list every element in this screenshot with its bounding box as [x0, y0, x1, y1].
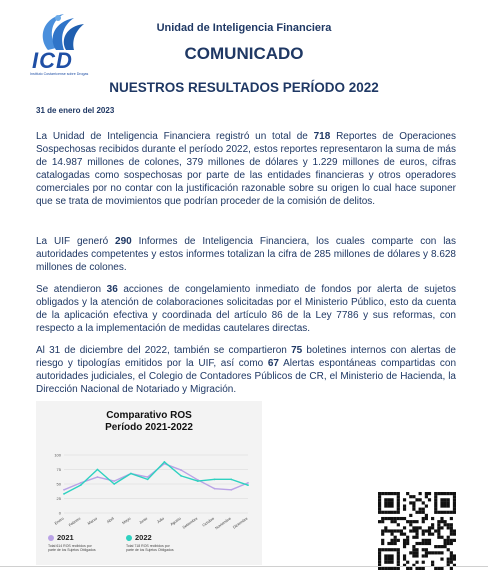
x-tick-label: Febrero [68, 516, 82, 528]
series-line-2021 [64, 464, 248, 490]
series-point-2021 [63, 489, 65, 491]
series-point-2021 [247, 482, 249, 484]
legend-dot-2022 [126, 535, 132, 541]
series-point-2022 [214, 478, 216, 480]
series-point-2022 [180, 475, 182, 477]
series-point-2021 [97, 476, 99, 478]
x-tick-label: Marzo [87, 516, 99, 526]
x-tick-label: Enero [53, 516, 65, 526]
legend-2021 [48, 533, 74, 542]
p4-figure-a: 75 [291, 345, 303, 356]
series-point-2022 [197, 480, 199, 482]
p4-text-a: Al 31 de diciembre del 2022, también se compartieron [36, 345, 292, 356]
series-point-2021 [147, 476, 149, 478]
page-subtitle: NUESTROS RESULTADOS PERÍODO 2022 [109, 80, 379, 95]
p2-figure: 290 [115, 236, 132, 247]
y-tick-label: 25 [56, 496, 61, 501]
series-point-2021 [180, 469, 182, 471]
chart-title-line-2: Período 2021-2022 [105, 422, 193, 433]
p2-text-a: La UIF generó [36, 236, 116, 247]
series-point-2022 [147, 478, 149, 480]
x-tick-label: Agosto [169, 516, 182, 527]
series-point-2022 [230, 478, 232, 480]
organization-name: Unidad de Inteligencia Financiera [156, 22, 332, 34]
series-point-2021 [80, 482, 82, 484]
x-tick-label: Abril [106, 516, 115, 525]
y-tick-label: 75 [56, 467, 61, 472]
series-point-2022 [247, 484, 249, 486]
paragraph-ros [36, 130, 456, 208]
series-point-2022 [113, 483, 115, 485]
legend-label-2022: 2022 [135, 533, 152, 542]
p1-text-a: La Unidad de Inteligencia Financiera registró un total de [36, 131, 314, 142]
page-bottom-divider [0, 566, 488, 567]
series-point-2022 [97, 469, 99, 471]
paragraph-informes [36, 235, 456, 274]
p2-text-b: Informes de Inteligencia Financiera, los cuales comparte con las autoridades competentes y estos informes totalizan la cifra de 285 millones de dólares y 8.628 millones de colones. [36, 236, 456, 273]
logo-tagline: Instituto Costarricense sobre Drogas [30, 72, 89, 76]
y-tick-label: 0 [58, 510, 61, 516]
series-point-2022 [130, 473, 132, 475]
chart-title-line-1: Comparativo ROS [106, 410, 192, 421]
series-point-2021 [214, 488, 216, 490]
series-point-2022 [163, 461, 165, 463]
p1-figure: 718 [313, 131, 331, 142]
series-point-2021 [113, 480, 115, 482]
y-tick-label: 50 [56, 481, 61, 487]
x-tick-label: Diciembre [232, 516, 249, 530]
p3-text-a: Se atendieron [36, 284, 107, 295]
x-tick-label: Octubre [201, 516, 216, 528]
x-tick-label: Mayo [121, 516, 132, 526]
x-tick-label: Junio [138, 516, 149, 526]
x-tick-label: Noviembre [214, 516, 232, 531]
page-title: COMUNICADO [184, 44, 304, 63]
p4-text-c: Alertas espontáneas compartidas con autoridades judiciales, el Colegio de Contadores Públicos de CR, el Ministerio de Hacienda, la Dirección Nacional de Notariado y Migración. [36, 358, 457, 395]
p3-text-b: acciones de congelamiento inmediato de fondos por alerta de sujetos obligados y la atención de colaboraciones solicitadas por el Ministerio Público, esto da cuenta de la aplicación efectiva y coordinada del artículo 86 de la Ley 7786 y sus reformas, con respecto a la implementación de medidas cautelares directas. [36, 284, 456, 334]
x-tick-label: Setiembre [181, 516, 199, 530]
p3-figure: 36 [106, 284, 118, 295]
series-point-2022 [63, 493, 65, 495]
legend-note-2021: Total 614 ROS recibidos por parte de los Sujetos Obligados [48, 544, 96, 553]
x-tick-label: Julio [156, 516, 165, 525]
legend-2022 [126, 533, 152, 542]
paragraph-congelamiento [36, 283, 456, 335]
logo-text: ICD [32, 48, 73, 73]
p4-figure-b: 67 [267, 358, 279, 369]
p1-text-b: Reportes de Operaciones Sospechosas recibidos durante el período 2022, estos reportes representaron la suma de más de 14.987 millones de colones, 379 millones de dólares y 1.229 millones de euros, cifras catalogadas como sospechosas por parte de las entidades financieras y otros operadores comerciales por no contar con la justificación razonable sobre su origen lo cual hace suponer que se trata de movimientos que podrían proceder de la comisión de delitos. [36, 131, 456, 207]
legend-label-2021: 2021 [57, 533, 74, 542]
p4-text-b: boletines internos con alertas de riesgo y tipologías emitidos por la UIF, así como [36, 345, 456, 369]
qr-code-icon [378, 492, 456, 570]
ros-comparison-chart [36, 401, 262, 565]
series-point-2022 [80, 484, 82, 486]
legend-note-2022: Total 718 ROS recibidos por parte de los Sujetos Obligados [126, 544, 174, 553]
y-tick-label: 100 [54, 452, 61, 458]
paragraph-boletines [36, 344, 456, 396]
publication-date: 31 de enero del 2023 [36, 106, 115, 115]
qr-code[interactable] [378, 492, 456, 570]
series-point-2021 [230, 489, 232, 491]
legend-dot-2021 [48, 535, 54, 541]
